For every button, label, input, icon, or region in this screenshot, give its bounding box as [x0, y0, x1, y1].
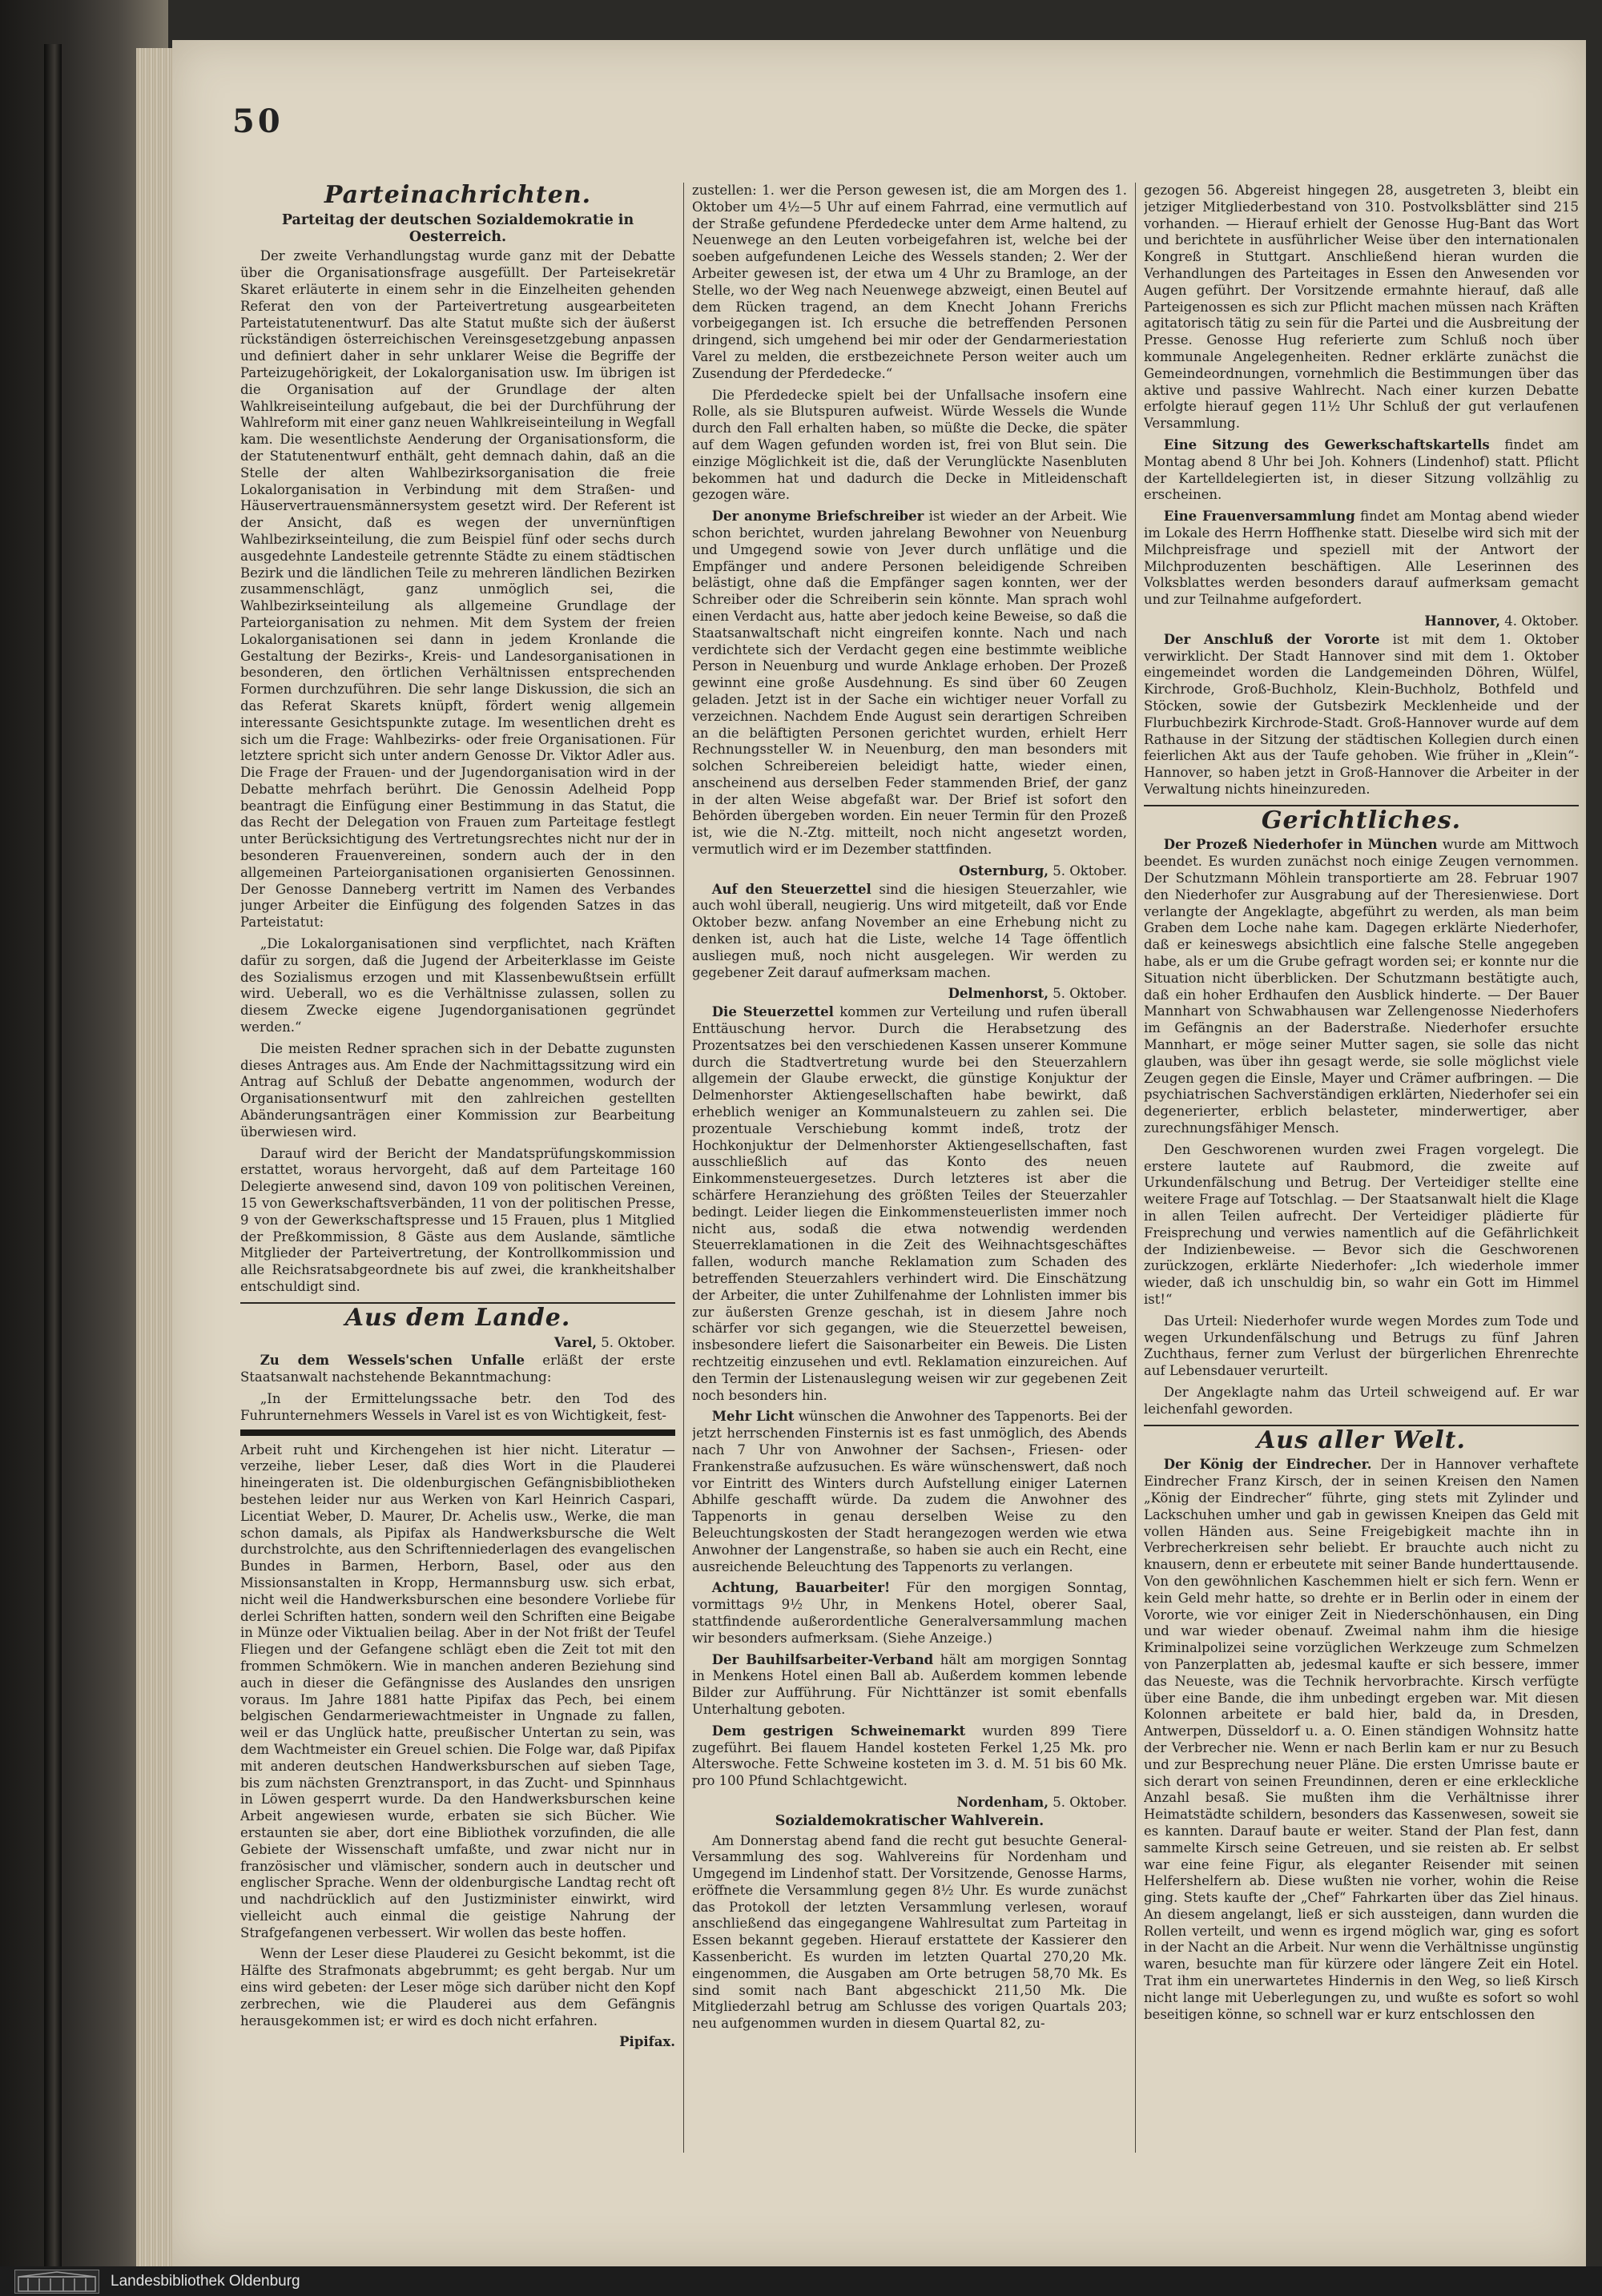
paragraph [692, 1409, 1127, 1575]
paragraph-text: wurden 899 Tiere zugeführt. Bei flauem Handel kosteten Ferkel 1,25 Mk. pro Alterswoche. Fette Schweine kosteten im 3. d. M. 51 bis 60 Mk. pro 100 Pfund Schlachtgewicht. [692, 1723, 1127, 1789]
dateline-date: 4. Oktober. [1504, 613, 1579, 629]
paragraph-lead: Dem gestrigen Schweinemarkt [711, 1723, 966, 1739]
library-logo-icon [14, 2270, 99, 2294]
paragraph-text: hält am morgigen Sonntag in Menkens Hotel einen Ball ab. Außerdem kommen lebende Bilder zur Aufführung. Für Nichttänzer ist somit ebenfalls Unterhaltung geboten. [692, 1651, 1127, 1717]
paragraph-text: wurde am Mittwoch beendet. Es wurden zunächst noch einige Zeugen vernommen. Der Schutzmann Möhlein transportierte am 28. Februar 1907 den Niederhofer zur Ausgrabung auf der Theresienwiese. Dort verlangte der Angeklagte, abgeführt zu werden, als man beim Graben dem Loche nahe kam. Dagegen erklärte Niederhofer, daß er keineswegs absichtlich eine falsche Stelle angegeben habe, als er um die Grube gefragt worden sei; er konnte nur die Situation nicht überblicken. Der Schutzmann bestätigte auch, daß ein hoher Erdhaufen den Ausblick hinderte. — Der Bauer Mannhart von Schwabhausen war Zellengenosse Niederhofers im Gefängnis an der Baderstraße. Niederhofer ersuchte Mannhart, er möge seiner Mutter sagen, sie solle das nicht glauben, was über ihn gesagt werde, sie solle möglichst viele Zeugen gegen die Einsle, Mayer und Crämer aufbringen. — Die psychiatrischen Sachverständigen erklärten, Niederhofer sei ein degenerierter, erblich belasteter, minderwertiger, aber zurechnungsfähiger Mensch. [1144, 837, 1579, 1136]
column-2 [692, 183, 1127, 2153]
paragraph-text: sind die hiesigen Steuerzahler, wie auch wohl überall, neugierig. Uns wird mitgeteilt, daß vor Ende Oktober bezw. anfang November an eine Erhebung nicht zu denken ist, auch hat die Liste, welche 14 Tage öffentlich ausliegen muß, noch nicht ausgelegen. Wir werden zu gegebener Zeit darauf aufmerksam machen. [692, 881, 1127, 980]
paragraph-text: ist wieder an der Arbeit. Wie schon berichtet, wurden jahrelang Bewohner von Neuenburg und Umgegend sowie von Jever durch unflätige und die Empfänger und andere Personen beleidigende Schreiben belästigt, ohne daß die Empfänger sagen konnten, wer der Schreiber oder die Schreiberin sein könnte. Man sprach wohl einen Verdacht aus, hatte aber jedoch keine Beweise, so daß die Staatsanwaltschaft nicht eingreifen konnte. Nach und nach verdichtete sich der Verdacht gegen eine bestimmte weibliche Person in Neuenburg und wurde Anklage erhoben. Der Prozeß gewinnt eine große Ausdehnung. Es sind über 60 Zeugen geladen. Jetzt ist in der Sache ein wichtiger neuer Vorfall zu verzeichnen. Nachdem Ende August sein derartigen Schreiben an die beläftigten Personen gerichtet wurden, erhielt Herr Rechnungssteller W. in Neuenburg, den man besonders mit solchen Schreibereien beleidigt hatte, wieder einen, anscheinend aus derselben Feder stammenden Brief, der ganz in der alten Weise abgefaßt war. Der Brief ist sofort den Behörden übergeben worden. Ein neuer Termin für den Prozeß ist, wie die N.-Ztg. mitteilt, noch nicht angesetzt worden, vermutlich wird er im Dezember stattfinden. [692, 509, 1127, 858]
article-subtitle: Sozialdemokratischer Wahlverein. [775, 1812, 1045, 1829]
dateline [1144, 613, 1579, 630]
paragraph [240, 1353, 675, 1386]
paragraph-text: kommen zur Verteilung und rufen überall Enttäuschung hervor. Durch die Herabsetzung des Prozentsatzes bei den verschiedenen Kassen unserer Kommune durch die Stadtvertretung wurde bei den Steuerzahlern allgemein der Glaube erweckt, die günstige Konjuktur der Delmenhorster Aktiengesellschaften habe bewirkt, daß erheblich weniger an Kommunalsteuern zu zahlen sei. Die prozentuale Verschiebung kommt indeß, trotz der Hochkonjuktur der Delmenhorster Aktiengesellschaften, fast ausschließlich auf das Konto des neuen Einkommensteuergesetzes. Durch letzteres ist aber die schärfere Heranziehung des größten Teiles der Steuerzahler bedingt. Leider liegen die Einkommensteuerlisten immer noch nicht aus, sodaß die etwa notwendig werdenden Steuerreklamationen in die Zeit des Weihnachtsgeschäftes fallen, wodurch manche Reklamation zum Schaden des betreffenden Steuerzahlers verhindert wird. Die Einschätzung der Arbeiter, die unter Zuhilfenahme der Lohnlisten immer bis zur äußersten Grenze geschah, ist in diesem Jahre noch schärfer vor sich gegangen, wie die Steuerzettel beweisen, insbesondere liefert die Saisonarbeiter ein Beweis. Die Listen rechtzeitig einzusehen und evtl. Reklamation einzureichen. Auf den Termin der Listenauslegung weisen wir zur gegebenen Zeit noch besonders hin. [692, 1004, 1127, 1403]
quote-paragraph: „Die Lokalorganisationen sind verpflichtet, nach Kräften dafür zu sorgen, daß die Jugend der Arbeiterklasse im Geiste des Sozialismus erzogen und mit Klassenbewußtsein erfüllt wird. Ueberall, wo es die Verhältnisse zulassen, sollen zu diesem Zwecke eigene Jugendorganisationen gegründet werden.“ [240, 936, 675, 1035]
dateline-date: 5. Oktober. [1053, 863, 1127, 879]
paragraph-lead: Der Prozeß Niederhofer in München [1163, 837, 1438, 853]
paragraph: gezogen 56. Abgereist hingegen 28, ausgetreten 3, bleibt ein jetziger Mitgliederbestand von 310. Postvolksblätter sind 215 vorhanden. — Hierauf erhielt der Genosse Hug-Bant das Wort und berichtete in ausführlicher Weise über den internationalen Kongreß in Stuttgart. Anschließend hieran wurden die Verhandlungen des Parteitages in Essen den Anwesenden vor Augen geführt. Der Vorsitzende ermahnte hierauf, daß alle Parteigenossen es sich zur Pflicht machen müssen nach Kräften agitatorisch tätig zu sein für die Partei und die Ausbreitung der Presse. Genosse Hug referierte zum Schluß noch über kommunale Angelegenheiten. Redner erklärte zunächst die Gemeindeordnungen, vornehmlich die Bestimmungen über das aktive und passive Wahlrecht. Nach einer kurzen Debatte erfolgte hierauf gegen 11½ Uhr Schluß der gut verlaufenen Versammlung. [1144, 183, 1579, 432]
paragraph-lead: Eine Frauenversammlung [1163, 509, 1355, 525]
dateline [692, 986, 1127, 1003]
paragraph-text: wünschen die Anwohner des Tappenorts. Bei der jetzt herrschenden Finsternis ist es fast unmöglich, des Abends nach 7 Uhr von Anwohner der Sachsen-, Friesen- oder Frankenstraße aufzusuchen. Es wäre wünschenswert, daß noch vor Eintritt des Winters durch Aufstellung einiger Laternen Abhilfe geschafft würde. Da zudem die Anwohner des Tappenorts in genau derselben Weise zu den Beleuchtungskosten der Stadt herangezogen werden wie etwa Anwohner der Langenstraße, so haben sie auch ein Recht, eine ausreichende Beleuchtung des Tappenorts zu verlangen. [692, 1409, 1127, 1574]
paragraph [1144, 437, 1579, 504]
paragraph-text: ist mit dem 1. Oktober verwirklicht. Der Stadt Hannover sind mit dem 1. Oktober eingemeindet worden die Landgemeinden Döhren, Wülfel, Kirchrode, Groß-Buchholz, Klein-Buchholz, Bothfeld und Stöcken, sowie der Gutsbezirk Mecklenheide und der Flurbuchbezirk Kirchrode-Stadt. Groß-Hannover wurde auf dem Rathause in der Sitzung der städtischen Kollegien durch einen feierlichen Akt aus der Taufe gehoben. Wie früher in „Klein“-Hannover, so haben jetzt in Groß-Hannover die Arbeiter in der Verwaltung nichts hineinzureden. [1144, 631, 1579, 797]
section-title-aus-aller-welt: Aus aller Welt. [1256, 1425, 1467, 1454]
paragraph: Die meisten Redner sprachen sich in der Debatte zugunsten dieses Antrages aus. Am Ende der Nachmittagssitzung wird ein Antrag auf Schluß der Debatte angenommen, wodurch der Organisationsentwurf mit den zahlreichen gestellten Abänderungsanträgen einer Kommission zur Bearbeitung überwiesen wird. [240, 1040, 675, 1140]
dateline-place: Hannover, [1424, 613, 1501, 629]
paragraph-lead: Der Bauhilfsarbeiter-Verband [711, 1651, 934, 1667]
paragraph: Der zweite Verhandlungstag wurde ganz mit der Debatte über die Organisationsfrage ausgefüllt. Der Parteisekretär Skaret erläuterte in einem sehr in die Einzelheiten gehenden Referat den von der Parteivertretung ausgearbeiteten Parteistatutenentwurf. Das alte Statut mußte sich der äußerst rückständigen österreichischen Vereinsgesetzgebung anpassen und definiert daher in sehr unklarer Weise die Begriffe der Parteizugehörigkeit, der Lokalorganisation usw. Im übrigen ist die Organisation auf der Grundlage der alten Wahlkreiseinteilung aufgebaut, die bei der Durchführung der Wahlreform mit einer ganz neuen Wahlkreiseinteilung in Wegfall kam. Die wesentlichste Aenderung der Organisationsform, die der Statutenentwurf enthält, geht demnach dahin, daß an die Stelle der alten Wahlbezirksorganisation die freie Lokalorganisation in Verbindung mit dem Straßen- und Häuservertrauensmännersystem gesetzt wird. Der Referent ist der Ansicht, daß es wegen der unvernünftigen Wahlbezirkseinteilung, die zum Beispiel fünf oder sechs durch ausgedehnte Landesteile getrennte Städte zu einem städtischen Bezirk und die ländlichen Teile zu mehreren ländlichen Bezirken zusammenschlägt, ganz unmöglich sei, die Wahlbezirkseinteilung als allgemeine Grundlage der Parteiorganisation zu nehmen. Mit dem System der freien Lokalorganisationen sei dann in jedem Kronlande die Gestaltung der Bezirks-, Kreis- und Landesorganisationen in besonderen, den örtlichen Verhältnissen entsprechenden Formen durchzuführen. Die sehr lange Diskussion, die sich an das Referat Skarets knüpft, fördert wenig allgemein interessante Gesichtspunkte zutage. Im wesentlichen dreht es sich um die Frage: Wahlbezirks- oder freie Organisationen. Für letztere spricht sich unter andern Genosse Dr. Viktor Adler aus. Die Frage der Frauen- und der Jugendorganisation wird in der Debatte mehrfach berührt. Die Genossin Adelheid Popp beantragt die Einfügung einer Bestimmung in das Statut, die das Recht der Delegation von Frauen zum Parteitage festlegt unter Berücksichtigung des Vertretungsrechtes nicht nur der in besonderen Frauenvereinen, sondern auch der in den allgemeinen Parteiorganisationen organisierten Genossinnen. Der Genosse Danneberg vertritt im Namen des Verbandes junger Arbeiter die Einfügung des folgenden Satzes in das Parteistatut: [240, 248, 675, 931]
section-title-aus-dem-lande: Aus dem Lande. [344, 1303, 571, 1332]
paragraph-lead: Der anonyme Briefschreiber [711, 509, 924, 525]
dateline-place: Delmenhorst, [948, 986, 1049, 1002]
dateline-place: Osternburg, [959, 863, 1049, 879]
paragraph [692, 1004, 1127, 1404]
paragraph: Den Geschworenen wurden zwei Fragen vorgelegt. Die erstere lautete auf Raubmord, die zweite auf Urkundenfälschung und Betrug. Der Verteidiger stellte eine weitere Frage auf Totschlag. — Der Staatsanwalt hielt die Klage in allen Teilen aufrecht. Der Verteidiger plädierte für Freisprechung und verwies namentlich auf die Gefährlichkeit der Indizienbeweise. — Bevor sich die Geschworenen zurückzogen, erklärte Niederhofer: „Ich wiederhole immer wieder, daß ich unschuldig bin, so wahr ein Gott im Himmel ist!“ [1144, 1141, 1579, 1307]
paragraph [692, 1580, 1127, 1647]
paragraph: zustellen: 1. wer die Person gewesen ist, die am Morgen des 1. Oktober um 4½—5 Uhr auf einem Fahrrad, eine vermutlich auf der Straße gefundene Pferdedecke unter dem Arme haltend, zu Neuenwege an den Leuten vorbeigefahren ist, welche bei der soeben aufgefundenen Leiche des Wessels standen; 2. Wer der Arbeiter gewesen ist, der etwa um 4 Uhr zu Bramloge, an der Stelle, wo der Weg nach Neuenwege abzweigt, einen Beutel auf dem Rücken tragend, an dem Knecht Johann Frerichs vorbeigegangen ist. Ich ersuche die betreffenden Personen dringend, sich umgehend bei mir oder der Gendarmeriestation Varel zu melden, die erstbezeichnete Person weiter auch um Zusendung der Pferdedecke.“ [692, 183, 1127, 381]
paragraph-text: Für den morgigen Sonntag, vormittags 9½ Uhr, in Menkens Hotel, oberer Saal, stattfindende außerordentliche Generalversammlung machen wir besonders aufmerksam. (Siehe Anzeige.) [692, 1580, 1127, 1646]
dateline-place: Nordenham, [956, 1794, 1049, 1810]
paragraph [1144, 1457, 1579, 2023]
paragraph: Darauf wird der Bericht der Mandatsprüfungskommission erstattet, woraus hervorgeht, daß auf dem Parteitage 160 Delegierte anwesend sind, davon 109 von politischen Vereinen, 15 von Gewerkschaftsverbänden, 11 von der politischen Presse, 9 von der Gewerkschaftspresse und 15 Frauen, plus 1 Mitglied der Preßkommission, 8 Gäste aus dem Auslande, sämtliche Mitglieder der Parteivertretung, der Kontrollkommission und alle Reichsratsabgeordnete bis auf zwei, die krankheitshalber entschuldigt sind. [240, 1145, 675, 1294]
dateline-date: 5. Oktober. [601, 1334, 675, 1350]
signature: Pipifax. [619, 2034, 675, 2050]
paragraph [1144, 509, 1579, 609]
column-rule-2 [1135, 183, 1136, 2153]
paragraph [692, 882, 1127, 982]
dateline [692, 1795, 1127, 1811]
paragraph-text: findet am Montag abend wieder im Lokale des Herrn Hoffhenke statt. Dieselbe wird sich mit der Milchpreisfrage und speziell mit der Antwort der Milchproduzenten beschäftigen. Alle Leserinnen des Volksblattes werden besonders darauf aufmerksam gemacht und zur Teilnahme aufgefordert. [1144, 509, 1579, 608]
paragraph: Wenn der Leser diese Plauderei zu Gesicht bekommt, ist die Hälfte des Strafmonats abgebrummt; es geht bergab. Nur um eins wird gebeten: der Leser möge sich darüber nicht den Kopf zerbrechen, wie die Plauderei aus dem Gefängnis herausgekommen ist; er wird es doch nicht erfahren. [240, 1946, 675, 2029]
paragraph: Am Donnerstag abend fand die recht gut besuchte General-Versammlung des sog. Wahlvereins für Nordenham und Umgegend im Lindenhof statt. Der Vorsitzende, Genosse Harms, eröffnete die Versammlung gegen 8½ Uhr. Es wurde zunächst das Protokoll der letzten Versammlung verlesen, worauf anschließend das eingegangene Wahlresultat zum Parteitag in Essen bekannt gegeben. Hierauf erstattete der Kassierer den Kassenbericht. Es wurden im letzten Quartal 270,20 Mk. eingenommen, die Ausgaben am Orte betrugen 58,70 Mk. Es sind somit nach Bant abgeschickt 211,50 Mk. Die Mitgliederzahl betrug am Schlusse des vorigen Quartals 203; neu aufgenommen wurden in diesem Quartal 82, zu- [692, 1832, 1127, 2032]
paragraph: Arbeit ruht und Kirchengehen ist hier nicht. Literatur — verzeihe, lieber Leser, daß dies Wort in die Plauderei hineingeraten ist. Die oldenburgischen Gefängnisbibliotheken bestehen leider nur aus Werken von Karl Heinrich Caspari, Licentiat Weber, D. Maurer, Dr. Achelis usw., Werke, die man schon damals, als Pipifax als Handwerksbursche die Welt durchstrolchte, aus den Schriftenniederlagen des evangelischen Bundes in Barmen, Herborn, Basel, oder aus den Missionsanstalten in Kropp, Hermannsburg usw. sich erbat, nicht weil die Handwerksburschen eine besondere Vorliebe für derlei Schriften hatten, sondern weil den Schriften eine Beigabe in Münze oder Viktualien beilag. Aber in der Not frißt der Teufel Fliegen und der Gefangene schlägt eben die Zeit tot mit den frommen Schmökern. Wie in manchen anderen Beziehung sind auch in dieser die Gefängnisse des Auslandes den unsrigen voraus. Im Jahre 1881 hatte Pipifax das Pech, bei einem belgischen Gendarmeriewachtmeister in Ungnade zu fallen, weil er das Unglück hatte, preußischer Untertan zu sein, was dem Wachtmeister ein Greuel schien. Die Folge war, daß Pipifax mit anderen deutschen Handwerksburschen auf sieben Tage, bis zum nächsten Grenztransport, in das Zucht- und Spinnhaus in Löwen gesperrt wurde. Da den Handwerksburschen keine Arbeit angewiesen wurde, erbaten sie sich Bücher. Wie erstaunten sie aber, dort eine Bibliothek vorzufinden, die alle Gebiete der Wissenschaft umfaßte, und zwar nicht nur in französischer und vlämischer, sondern auch in deutscher und englischer Sprache. Wenn der oldenburgische Landtag recht oft und nachdrücklich auf den Justizminister einwirkt, wird vielleicht auch einmal die geistige Nahrung der Strafgefangenen verbessert. Wir wollen das beste hoffen. [240, 1442, 675, 1940]
paragraph [1144, 837, 1579, 1136]
paragraph: „In der Ermittelungssache betr. den Tod des Fuhrunternehmers Wessels in Varel ist es von Wichtigkeit, fest- [240, 1390, 675, 1423]
section-title-parteinachrichten: Parteinachrichten. [324, 183, 592, 209]
paragraph: Die Pferdedecke spielt bei der Unfallsache insofern eine Rolle, als sie Blutspuren aufweist. Würde Wessels die Wunde durch den Fall erhalten haben, so müßte die Decke, die später auf dem Wagen gefunden worden ist, frei von Blut sein. Die einzige Möglichkeit ist die, daß der Verunglückte Nasenbluten bekommen hat und dadurch die Decke in Mitleidenschaft gezogen wäre. [692, 387, 1127, 503]
library-name: Landesbibliothek Oldenburg [111, 2273, 300, 2290]
paragraph: Das Urteil: Niederhofer wurde wegen Mordes zum Tode und wegen Urkundenfälschung und Betrugs zu fünf Jahren Zuchthaus, ferner zum Verlust der bürgerlichen Ehrenrechte auf Lebensdauer verurteilt. [1144, 1313, 1579, 1379]
paragraph [692, 1723, 1127, 1790]
paragraph-lead: Zu dem Wessels'schen Unfalle [260, 1353, 525, 1369]
paragraph-lead: Mehr Licht [711, 1409, 795, 1425]
column-rule-1 [683, 183, 684, 2153]
paragraph [692, 1652, 1127, 1719]
paragraph [1144, 632, 1579, 798]
article-subtitle: Parteitag der deutschen Sozialdemokratie in Oesterreich. [281, 211, 634, 245]
dateline-date: 5. Oktober. [1053, 986, 1127, 1002]
paragraph-lead: Auf den Steuerzettel [711, 881, 871, 897]
paragraph-lead: Der König der Eindrecher. [1163, 1457, 1372, 1473]
dateline-place: Varel, [553, 1334, 598, 1350]
dateline-date: 5. Oktober. [1053, 1794, 1127, 1810]
dateline [692, 863, 1127, 880]
dateline [240, 1335, 675, 1352]
paragraph-lead: Die Steuerzettel [711, 1004, 834, 1020]
paragraph-text: Der in Hannover verhaftete Eindrecher Franz Kirsch, der in seinen Kreisen den Namen „König der Eindrecher“ führte, ging stets mit Zylinder und Lackschuhen umher und gab in gewissen Kneipen das Geld mit vollen Händen aus. Seine Freigebigkeit machte ihn in Verbrecherkreisen sehr beliebt. Er brauchte auch nicht zu knausern, denn er erbeutete mit seiner Bande hunderttausende. Von den gewöhnlichen Kaschemmen hielt er sich fern. Wenn er kein Geld mehr hatte, so drehte er in Berlin oder in einem der Vororte, wie vor einiger Zeit in Niederschönhausen, ein Ding und war wieder obenauf. Zweimal nahm ihm die hiesige Kriminalpolizei seine vorzüglichen Werkzeuge zum Schmelzen von Panzerplatten ab, jedesmal kaufte er sich bessere, immer das Neueste, was die Technik hervorbrachte. Kirsch verfügte über eine Bande, die ihm unbedingt ergeben war. Mit diesen Kolonnen arbeitete er bald hier, bald da, in Dresden, Antwerpen, Düsseldorf u. a. O. Einen ständigen Wohnsitz hatte der Verbrecher nie. Wenn er nach Berlin kam er nur zu Besuch und zur Besprechung neuer Pläne. Die ersten Umrisse baute er sich derart von seinen Freundinnen, deren er eine erkleckliche Anzahl besaß. Sie mußten ihm die Verhältnisse ihrer Heimatstädte schildern, besonders das Kassenwesen, soweit sie es kannten. Darauf baute er weiter. Stand der Plan fest, dann sammelte Kirsch seine Getreuen, und sie reisten ab. Er selbst war eine feine Figur, als eleganter Reisender mit seinen Helfershelfern ab. Diese wußten nie vorher, wohin die Reise ging. Stets kaufte der „Chef“ Fahrkarten über das Ziel hinaus. An diesem angelangt, ließ er sich aussteigen, dann wurden die Rollen verteilt, und wenn es irgend möglich war, ging es sofort in der Nacht an die Arbeit. Nur wenn die Verhältnisse ungünstig waren, besuchte man für kürzere oder längere Zeit ein Hotel. Trat ihm ein unerwartetes Hindernis in den Weg, so ließ Kirsch nicht lange mit Ueberlegungen zu, und wußte es sofort so wohl beseitigen könne, so schnell war er kurz entschlossen den [1144, 1457, 1579, 2022]
column-3 [1144, 183, 1579, 2153]
paragraph-text: erläßt der erste Staatsanwalt nachstehende Bekanntmachung: [240, 1353, 675, 1385]
paragraph-lead: Der Anschluß der Vororte [1163, 631, 1380, 647]
heavy-divider [240, 1429, 675, 1436]
column-1 [240, 183, 675, 2153]
building-icon [15, 2270, 99, 2293]
paragraph-text: findet am Montag abend 8 Uhr bei Joh. Kohners (Lindenhof) statt. Pflicht der Kartelldelegierten ist, in dieser Sitzung vollzählig zu erscheinen. [1144, 436, 1579, 503]
paragraph-lead: Eine Sitzung des Gewerkschaftskartells [1163, 436, 1490, 452]
paragraph: Der Angeklagte nahm das Urteil schweigend auf. Er war leichenfahl geworden. [1144, 1384, 1579, 1417]
paragraph [692, 509, 1127, 858]
section-title-gerichtliches: Gerichtliches. [1261, 806, 1462, 834]
page-number: 50 [232, 103, 284, 140]
paragraph-lead: Achtung, Bauarbeiter! [711, 1580, 891, 1596]
binding-strip [44, 44, 62, 2270]
